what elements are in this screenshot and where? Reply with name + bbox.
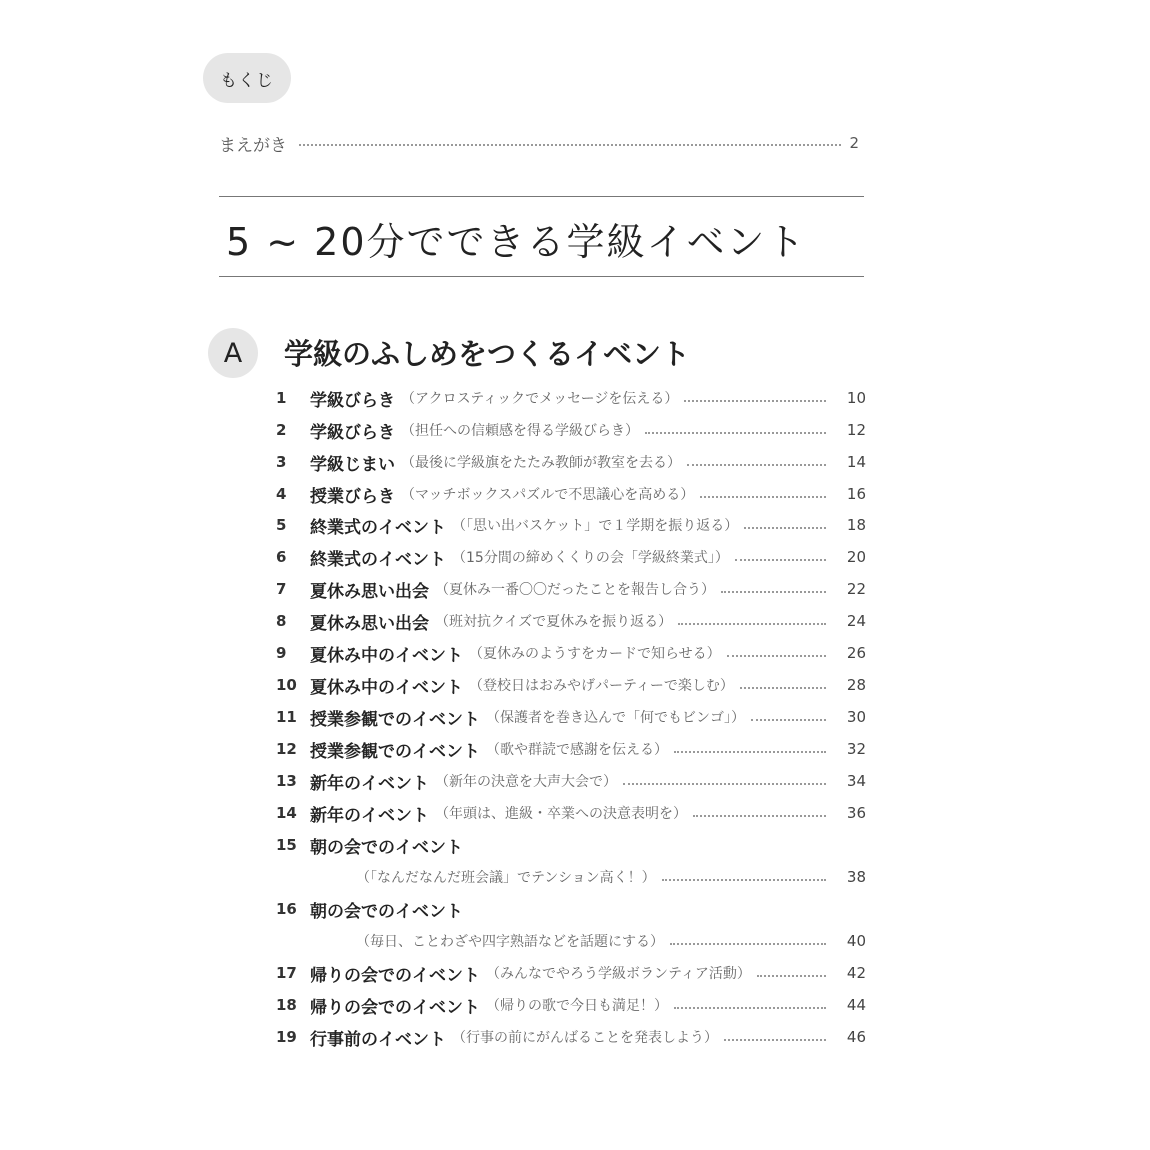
toc-entry[interactable] [276,640,866,666]
section-title: 学級のふしめをつくるイベント [284,336,691,371]
toc-entry[interactable] [276,896,866,922]
entry-subtitle: （班対抗クイズで夏休みを振り返る） [435,614,673,630]
entry-page: 42 [846,964,866,982]
toc-entry[interactable] [276,449,866,475]
leader-dots [299,144,841,146]
toc-entry[interactable] [276,576,866,602]
entry-page: 32 [846,740,866,758]
entry-title: 夏休み中のイベント [310,645,463,666]
entry-number: 6 [276,548,287,566]
toc-entry[interactable] [276,992,866,1018]
toc-entry[interactable] [276,512,866,538]
entry-title: 授業参観でのイベント [310,741,480,762]
entry-number: 19 [276,1028,297,1046]
entry-page: 26 [846,644,866,662]
entry-subtitle: （担任への信頼感を得る学級びらき） [401,423,639,439]
entry-number: 17 [276,964,297,982]
entry-title: 授業びらき [310,486,395,507]
leader-dots [674,751,826,753]
toc-entry[interactable] [276,704,866,730]
entry-page: 20 [846,548,866,566]
entry-page: 44 [846,996,866,1014]
entry-page: 36 [846,804,866,822]
entry-title: 夏休み思い出会 [310,613,429,634]
toc-entry[interactable] [276,417,866,443]
entry-subtitle: （15分間の締めくくりの会「学級終業式」） [452,550,729,566]
entry-number: 2 [276,421,287,439]
entry-title: 朝の会でのイベント [310,901,463,922]
entry-number: 15 [276,836,297,854]
entry-title: 行事前のイベント [310,1029,446,1050]
toc-entry[interactable] [276,672,866,698]
leader-dots [727,655,826,657]
toc-entry[interactable] [276,832,866,858]
leader-dots [670,943,826,945]
entry-number: 16 [276,900,297,918]
entry-page: 40 [846,932,866,950]
entry-subtitle: （帰りの歌で今日も満足！） [486,998,668,1014]
entry-number: 13 [276,772,297,790]
leader-dots [623,783,826,785]
entry-subtitle: （新年の決意を大声大会で） [435,774,617,790]
entry-title: 学級びらき [310,422,395,443]
leader-dots [751,719,826,721]
entry-title: 新年のイベント [310,773,429,794]
leader-dots [740,687,826,689]
entry-title: 学級びらき [310,390,395,411]
entry-page: 34 [846,772,866,790]
leader-dots [700,496,826,498]
entry-number: 3 [276,453,287,471]
preface-page: 2 [849,134,859,152]
toc-entry[interactable] [276,960,866,986]
entry-subtitle: （夏休みのようすをカードで知らせる） [469,646,721,662]
preface-label: まえがき [219,135,287,156]
leader-dots [693,815,826,817]
entry-page: 16 [846,485,866,503]
entry-title: 終業式のイベント [310,517,446,538]
entry-title: 朝の会でのイベント [310,837,463,858]
entry-number: 1 [276,389,287,407]
leader-dots [757,975,826,977]
toc-badge: もくじ [203,53,291,103]
entry-subtitle: （登校日はおみやげパーティーで楽しむ） [469,678,734,694]
entry-subtitle: （毎日、ことわざや四字熟語などを話題にする） [356,934,664,950]
leader-dots [687,464,826,466]
entry-title: 夏休み中のイベント [310,677,463,698]
part-title: 5 ~ 20分でできる学級イベント [226,219,807,264]
entry-title: 授業参観でのイベント [310,709,480,730]
entry-title: 新年のイベント [310,805,429,826]
entry-subtitle: （みんなでやろう学級ボランティア活動） [486,966,751,982]
section-letter-badge: A [208,328,258,378]
toc-entry[interactable] [276,608,866,634]
entry-number: 9 [276,644,287,662]
entry-subtitle: （「なんだなんだ班会議」でテンション高く！） [356,870,656,886]
entry-page: 10 [846,389,866,407]
entry-subtitle: （最後に学級旗をたたみ教師が教室を去る） [401,455,681,471]
entry-page: 30 [846,708,866,726]
leader-dots [735,559,826,561]
entry-page: 12 [846,421,866,439]
entry-subtitle: （年頭は、進級・卒業への決意表明を） [435,806,687,822]
toc-entry[interactable] [276,544,866,570]
entry-title: 帰りの会でのイベント [310,997,480,1018]
entry-subtitle: （アクロスティックでメッセージを伝える） [401,391,679,407]
toc-entry-continuation[interactable] [276,864,866,890]
entry-number: 18 [276,996,297,1014]
entry-subtitle: （行事の前にがんばることを発表しよう） [452,1030,718,1046]
part-title-rule-top [219,196,864,197]
entry-page: 18 [846,516,866,534]
preface-entry[interactable] [219,130,859,156]
entry-page: 28 [846,676,866,694]
entry-number: 14 [276,804,297,822]
toc-entry[interactable] [276,736,866,762]
toc-entry[interactable] [276,768,866,794]
entry-page: 14 [846,453,866,471]
entry-subtitle: （保護者を巻き込んで「何でもビンゴ」） [486,710,745,726]
entry-title: 夏休み思い出会 [310,581,429,602]
leader-dots [645,432,826,434]
leader-dots [684,400,826,402]
toc-entry[interactable] [276,385,866,411]
entry-title: 帰りの会でのイベント [310,965,480,986]
leader-dots [674,1007,826,1009]
entry-subtitle: （「思い出バスケット」で１学期を振り返る） [452,518,739,534]
toc-entry[interactable] [276,1024,866,1050]
leader-dots [744,527,826,529]
entry-page: 24 [846,612,866,630]
entry-number: 11 [276,708,297,726]
entry-title: 学級じまい [310,454,395,475]
toc-entry[interactable] [276,481,866,507]
leader-dots [721,591,826,593]
entry-page: 38 [846,868,866,886]
entry-number: 8 [276,612,287,630]
entry-subtitle: （歌や群読で感謝を伝える） [486,742,668,758]
entry-number: 4 [276,485,287,503]
entry-number: 12 [276,740,297,758]
entry-subtitle: （夏休み一番〇〇だったことを報告し合う） [435,582,715,598]
entry-subtitle: （マッチボックスパズルで不思議心を高める） [401,487,695,503]
entry-title: 終業式のイベント [310,549,446,570]
entry-number: 7 [276,580,287,598]
entry-page: 46 [846,1028,866,1046]
toc-entry-continuation[interactable] [276,928,866,954]
entry-number: 10 [276,676,297,694]
part-title-rule-bottom [219,276,864,277]
leader-dots [662,879,826,881]
toc-entry[interactable] [276,800,866,826]
leader-dots [678,623,826,625]
entry-page: 22 [846,580,866,598]
entry-number: 5 [276,516,287,534]
leader-dots [724,1039,826,1041]
